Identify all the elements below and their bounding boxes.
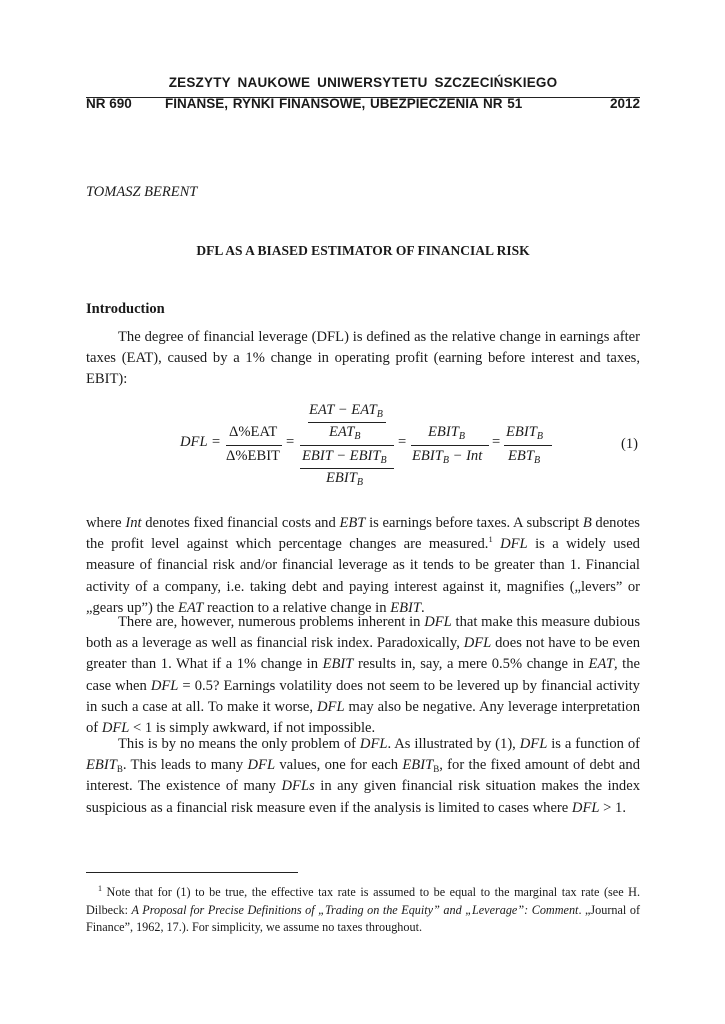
eq-f4-num-text: EBIT	[506, 424, 537, 440]
eq-ratio-num-text: Δ%EAT	[229, 424, 278, 440]
eq-cf-num-bar	[308, 422, 386, 423]
p2-em: DFL	[500, 536, 528, 553]
p4-em: DFL	[247, 757, 276, 774]
eq-ratio-bar	[226, 445, 282, 446]
eq-equals-2: =	[398, 434, 407, 450]
eq-f4-num-sub: B	[536, 431, 543, 442]
p4-text: values, one for each	[275, 757, 403, 774]
eq-f4-bar	[504, 445, 552, 446]
eq-cf-num-bot-text: EAT	[329, 424, 355, 440]
p3-text: may also be negative. Any leverage interpretation of	[86, 698, 640, 737]
p3-em: DFL	[150, 677, 179, 694]
p3-text: = 0.5? Earnings volatility does not seem to be levered up by financial activity in such a case at all. To make it worse,	[86, 677, 640, 715]
p2-text: where	[86, 515, 126, 531]
p2-text: is earnings before taxes. A subscript	[365, 515, 583, 531]
p4-em: EBIT	[86, 757, 117, 774]
eq-ratio-den-text: Δ%EBIT	[226, 448, 280, 464]
eq-cf-den-top	[302, 448, 387, 465]
eq-f4-num	[506, 424, 543, 441]
eq-ratio-num	[229, 424, 277, 441]
equation-1	[0, 400, 725, 490]
eq-f3-den	[412, 448, 482, 465]
footnote-text: . „Journal of Finance”, 1962, 17.). For simplicity, we assume no taxes throughout.	[86, 902, 641, 935]
eq-cf-main-bar	[300, 445, 394, 446]
eq-f3-num-sub: B	[458, 431, 465, 442]
eq-cf-num-top	[309, 402, 383, 419]
issue-number: NR 690	[86, 96, 132, 111]
eq-cf-num-bot	[329, 424, 361, 441]
p2-text: is a widely used measure of financial risk and/or financial leverage as it tends to be greater than 1. Financial activity of a company, i.e. taking debt and paying interest against it, magnifies („levers” or „gears up”) the	[86, 536, 640, 616]
footnote-text: Note that for (1) to be true, the effective tax rate is assumed to be equal to the marginal tax rate (see H. Dilbeck:	[86, 885, 640, 917]
intro-paragraph: The degree of financial leverage (DFL) is defined as the relative change in earnings after taxes (EAT), caused by a 1% change in operating profit (earning before interest and taxes, EBIT):	[86, 329, 640, 388]
eq-f4-den-sub: B	[533, 455, 541, 466]
p4-subscript: B	[116, 764, 123, 775]
journal-title: ZESZYTY NAUKOWE UNIWERSYTETU SZCZECIŃSKIEGO	[168, 75, 558, 90]
paragraph-2	[86, 513, 640, 619]
p2-text: reaction to a relative change in	[203, 599, 391, 616]
p4-text: , for the fixed amount of debt and interest. The existence of many	[86, 757, 640, 795]
eq-f3-bar	[411, 445, 489, 446]
p4-em: EBIT	[402, 757, 434, 774]
series-title: FINANSE, RYNKI FINANSOWE, UBEZPIECZENIA NR 51	[165, 96, 523, 111]
eq-equals-3: =	[492, 434, 501, 450]
eq-f3-den-sub: B	[442, 455, 449, 466]
p2-em: EBT	[339, 515, 366, 531]
eq-cf-num-top-text: EAT − EAT	[309, 402, 377, 418]
eq-cf-den-bar	[300, 468, 394, 469]
equation-number: (1)	[621, 436, 639, 452]
eq-f4-den	[508, 448, 540, 465]
p4-text: is a function of	[547, 736, 640, 752]
p3-text: There are, however, numerous problems inherent in	[118, 614, 425, 630]
p3-em: DFL	[424, 614, 452, 630]
p4-em: DFLs	[281, 778, 315, 795]
issue-year: 2012	[609, 96, 640, 111]
p4-em: DFL	[571, 799, 600, 816]
eq-ratio-den	[226, 448, 280, 465]
section-heading: Introduction	[86, 301, 165, 317]
paper-title: DFL AS A BIASED ESTIMATOR OF FINANCIAL RISK	[196, 243, 530, 258]
p3-em: DFL	[463, 635, 492, 652]
issue-line	[86, 96, 640, 114]
p3-text: , the case when	[86, 656, 640, 694]
eq-f3-num	[428, 424, 465, 441]
p4-text: in any given financial risk situation makes the index suspicious as a financial risk measure even if the analysis is limited to cases where	[86, 778, 640, 816]
p3-text: results in, say, a mere 0.5% change in	[353, 656, 589, 673]
eq-cf-den-top-sub: B	[380, 455, 387, 466]
footnote-marker[interactable]: 1	[488, 534, 493, 545]
p4-text: . As illustrated by (1),	[387, 736, 520, 752]
footnote-rule	[86, 872, 298, 873]
p2-em: B	[582, 515, 592, 531]
eq-f4-den-text: EBT	[508, 448, 534, 464]
footnote-number: 1	[98, 884, 102, 893]
p4-em: DFL	[519, 736, 548, 752]
eq-cf-den-top-text: EBIT − EBIT	[302, 448, 381, 464]
eq-cf-den-bot-text: EBIT	[326, 470, 357, 486]
paragraph-3	[86, 612, 640, 739]
p4-text: > 1.	[599, 799, 626, 816]
p2-em: Int	[125, 515, 142, 531]
footnote-1	[86, 884, 640, 937]
p3-em: DFL	[101, 720, 130, 737]
paragraph-4	[86, 734, 640, 819]
p3-em: EAT	[588, 656, 614, 673]
eq-cf-den-bot-sub: B	[356, 477, 363, 488]
p3-text: < 1 is simply awkward, if not impossible.	[129, 720, 376, 737]
p4-text: . This leads to many	[122, 757, 248, 774]
p2-text: .	[421, 599, 425, 616]
p4-em: DFL	[359, 736, 388, 752]
eq-cf-num-bot-sub: B	[354, 431, 361, 442]
p2-text: denotes the profit level against which percentage changes are measured.	[86, 515, 640, 553]
author-name: TOMASZ BERENT	[86, 184, 198, 200]
p3-text: that make this measure dubious both as a leverage as well as financial risk index. Paradoxically,	[86, 614, 640, 652]
eq-equals-1: =	[286, 434, 295, 450]
p2-text	[493, 536, 500, 552]
footnote-em: A Proposal for Precise Definitions of „Trading on the Equity” and „Leverage”: Comment	[131, 902, 579, 917]
p4-text: This is by no means the only problem of	[118, 736, 360, 752]
eq-lhs: DFL =	[180, 434, 221, 450]
eq-cf-den-bot	[326, 470, 363, 487]
p2-em: EAT	[177, 599, 204, 616]
p2-em: EBIT	[390, 599, 421, 616]
p4-subscript: B	[433, 764, 440, 775]
eq-f3-den-text: EBIT	[412, 448, 443, 464]
eq-f3-num-text: EBIT	[428, 424, 459, 440]
eq-cf-num-top-sub: B	[376, 409, 383, 420]
eq-f3-den-tail: − Int	[448, 448, 483, 464]
p2-text: denotes fixed financial costs and	[141, 515, 340, 531]
p3-em: EBIT	[322, 656, 354, 673]
p3-em: DFL	[317, 698, 345, 715]
p3-text: does not have to be even greater than 1. What if a 1% change in	[86, 635, 640, 673]
